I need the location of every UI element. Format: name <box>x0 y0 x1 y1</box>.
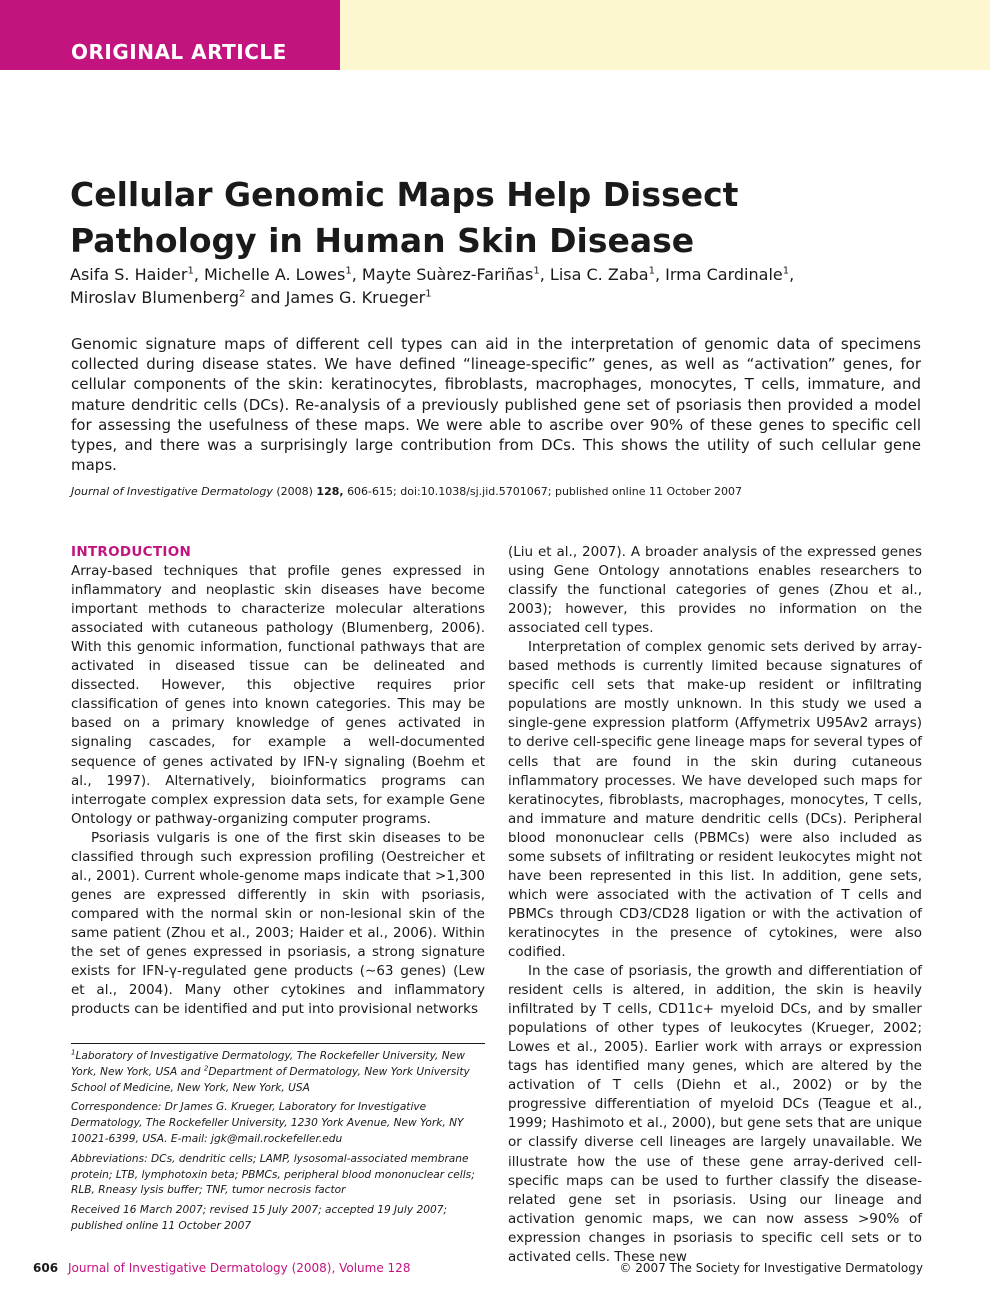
author-affiliation: 1 <box>345 265 352 277</box>
author-name: James G. Krueger <box>285 288 426 307</box>
author-name: Lisa C. Zaba <box>549 265 649 284</box>
right-column <box>508 543 922 1267</box>
section-label: ORIGINAL ARTICLE <box>71 40 287 64</box>
abstract: Genomic signature maps of different cell types can aid in the interpretation of genomic data of specimens collected during disease states. We have defined “lineage-specific” genes, as well as “activation” genes, for cellular components of the skin: keratinocytes, fibroblasts, macrophages, monocytes, T cells, immature, and mature dendritic cells (DCs). Re-analysis of a previously published gene set of psoriasis then provided a model for assessing the usefulness of these maps. We were able to ascribe over 90% of these genes to specific cell types, and there was a surprisingly large contribution from DCs. This shows the utility of such cellular gene maps. <box>71 335 921 475</box>
citation-line <box>71 484 931 500</box>
introduction-heading: INTRODUCTION <box>71 544 192 560</box>
author-affiliation: 2 <box>239 288 246 300</box>
author-name: Michelle A. Lowes <box>203 265 346 284</box>
author-list: Asifa S. Haider$^1$, Michelle A. Lowes$^1$, Mayte Suàrez-Fariñas$^1$, Lisa C. Zaba$^1$, Irma Cardinale$^1$, Miroslav Blumenberg$^2$ and James G. Krueger$^1$ <box>70 265 795 307</box>
author-name: Asifa S. Haider <box>70 265 188 284</box>
affiliation-marker: 2 <box>203 1064 209 1073</box>
page-footer <box>33 1258 923 1278</box>
body-paragraph: (Liu et al., 2007). A broader analysis of the expressed genes using Gene Ontology annotations enables researchers to classify the functional categories of genes (Zhou et al., 2003); however, this provides no information on the associated cell types. <box>508 544 922 637</box>
footnote-affiliations <box>71 1049 485 1096</box>
page-number: 606 <box>33 1261 59 1275</box>
left-column <box>71 543 485 1019</box>
citation-volume: 128, <box>316 485 344 498</box>
affiliation-marker: 1 <box>71 1048 76 1057</box>
citation-journal: Journal of Investigative Dermatology <box>71 485 273 498</box>
citation-year: (2008) <box>276 485 313 498</box>
citation-details: 606-615; doi:10.1038/sj.jid.5701067; published online 11 October 2007 <box>347 485 743 498</box>
affiliation-2: Department of Dermatology, New York University School of Medicine, New York, New York, USA <box>71 1065 470 1094</box>
author-affiliation: 1 <box>187 265 194 277</box>
author-name: Miroslav Blumenberg <box>70 288 239 307</box>
banner-background <box>340 0 990 70</box>
footnote-correspondence: Correspondence: Dr James G. Krueger, Laboratory for Investigative Dermatology, The Rockefeller University, 1230 York Avenue, New York, NY 10021-6399, USA. E-mail: jgk@mail.rockefeller.edu <box>71 1101 464 1145</box>
author-affiliation: 1 <box>425 288 432 300</box>
author-name: Irma Cardinale <box>665 265 783 284</box>
footnotes <box>71 1049 485 1239</box>
author-affiliation: 1 <box>533 265 540 277</box>
footer-journal: Journal of Investigative Dermatology (2008), Volume 128 <box>68 1261 411 1275</box>
footer-copyright: © 2007 The Society for Investigative Dermatology <box>619 1261 923 1275</box>
body-paragraph: Interpretation of complex genomic sets derived by array-based methods is currently limited because signatures of specific cell sets that make-up resident or infiltrating populations are mostly unknown. In this study we used a single-gene expression platform (Affymetrix U95Av2 arrays) to derive cell-specific gene lineage maps for several types of cells that are found in the skin during cutaneous inflammatory processes. We have developed such maps for keratinocytes, fibroblasts, macrophages, monocytes, T cells, and immature and mature dendritic cells (DCs). Peripheral blood mononuclear cells (PBMCs) were also included as some subsets of infiltrating or resident leukocytes might not have been represented in this list. In addition, gene sets, which were associated with the activation of T cells and PBMCs through CD3/CD28 ligation or with the activation of keratinocytes in the presence of cytokines, were also codified. <box>508 639 922 960</box>
affiliation-1: Laboratory of Investigative Dermatology, The Rockefeller University, New York, New York, USA and <box>71 1050 465 1078</box>
footnote-dates: Received 16 March 2007; revised 15 July 2007; accepted 19 July 2007; published online 11 October 2007 <box>71 1204 448 1232</box>
footnote-abbreviations: Abbreviations: DCs, dendritic cells; LAMP, lysosomal-associated membrane protein; LTB, lymphotoxin beta; PBMCs, peripheral blood mononuclear cells; RLB, Rneasy lysis buffer; TNF, tumor necrosis factor <box>71 1152 475 1197</box>
article-title: Cellular Genomic Maps Help Dissect Pathology in Human Skin Disease <box>70 175 739 260</box>
author-affiliation: 1 <box>648 265 655 277</box>
footnote-divider <box>71 1043 485 1044</box>
author-affiliation: 1 <box>782 265 790 277</box>
author-name: Mayte Suàrez-Fariñas <box>361 265 534 284</box>
body-paragraph: In the case of psoriasis, the growth and differentiation of resident cells is altered, in addition, the skin is heavily infiltrated by T cells, CD11c+ myeloid DCs, and by smaller populations of other types of leukocytes (Krueger, 2002; Lowes et al., 2005). Earlier work with arrays or expression tags has identified many genes, which are altered by the activation of T cells (Diehn et al., 2002) or by the progressive differentiation of myeloid DCs (Teague et al., 1999; Hashimoto et al., 2000), but gene sets that are unique or classify diverse cell lineages are largely unavailable. We illustrate how the use of these gene array-derived cell-specific maps can be used to further classify the disease-related gene set in psoriasis. Using our lineage and activation genomic maps, we can now assess >90% of expression changes in psoriasis to specific cell sets or to activated cells. These new <box>508 963 922 1265</box>
body-paragraph: Array-based techniques that profile genes expressed in inflammatory and neoplastic skin diseases have become important methods to characterize molecular alterations associated with cutaneous pathology (Blumenberg, 2006). With this genomic information, functional pathways that are activated in diseased tissue can be delineated and dissected. However, this objective requires prior classification of genes into known categories. This may be based on a primary knowledge of genes activated in signaling cascades, for example a well-documented sequence of genes activated by IFN-γ signaling (Boehm et al., 1997). Alternatively, bioinformatics programs can interrogate complex expression data sets, for example Gene Ontology or pathway-organizing computer programs. <box>71 563 485 827</box>
body-paragraph: Psoriasis vulgaris is one of the first skin diseases to be classified through such expression profiling (Oestreicher et al., 2001). Current whole-genome maps indicate that >1,300 genes are expressed differently in skin with psoriasis, compared with the normal skin or non-lesional skin of the same patient (Zhou et al., 2003; Haider et al., 2006). Within the set of genes expressed in psoriasis, a strong signature exists for IFN-γ-regulated gene products (∼63 genes) (Lew et al., 2004). Many other cytokines and inflammatory products can be identified and put into provisional networks <box>71 829 485 1018</box>
